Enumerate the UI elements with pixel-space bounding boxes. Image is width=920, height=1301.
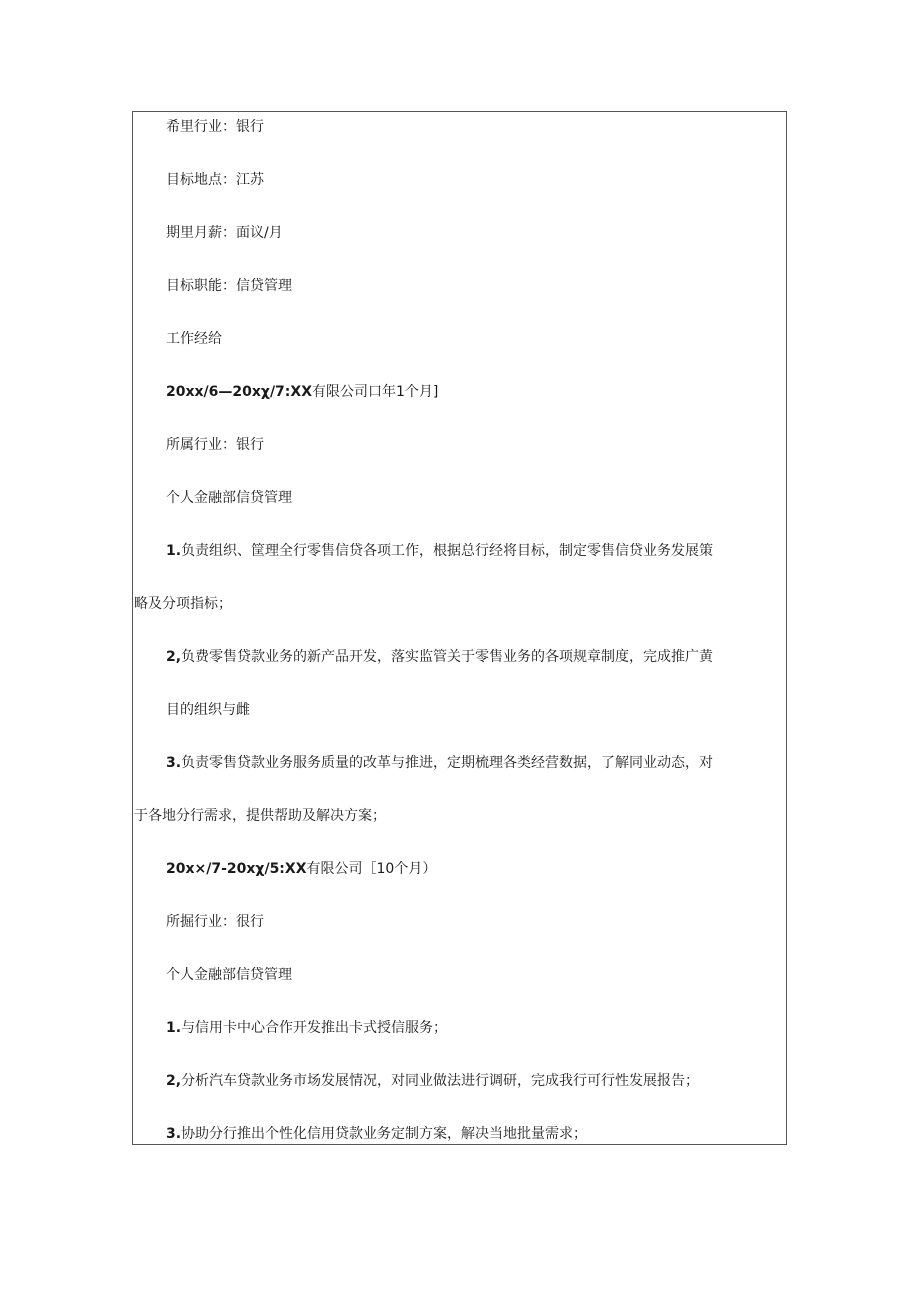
job2-duty2	[166, 1071, 699, 1091]
work-experience-heading: 工作经给	[166, 331, 222, 347]
job1-duty3-continued: 于各地分行需求，提供帮助及解决方案；	[134, 808, 386, 824]
job1-duty1	[166, 541, 713, 561]
job2-industry: 所掘行业：很行	[166, 914, 264, 930]
job2-duty1-number: 1.	[166, 1020, 182, 1036]
job2-duty2-text: 分析汽车贷款业务市场发展情况，对同业做法进行调研，完成我行可行性发展报告；	[181, 1073, 700, 1089]
job1-department: 个人金融部信贷管理	[166, 490, 292, 506]
job1-duty2-number: 2,	[166, 649, 182, 665]
job2-period-suffix: 有限公司［10个月）	[306, 861, 437, 877]
job1-duty3-number: 3.	[166, 755, 182, 771]
job1-duty2	[166, 647, 713, 667]
job1-period	[166, 382, 438, 402]
job2-period	[166, 859, 436, 879]
job2-period-prefix: 20x×/7-20xχ/5:XX	[166, 861, 307, 877]
job1-industry: 所属行业：银行	[166, 437, 264, 453]
job1-duty3	[166, 753, 713, 773]
job1-duty2-text: 负费零售贷款业务的新产品开发，落实监管关于零售业务的各项规章制度，完成推广黄	[181, 649, 714, 665]
intent-salary: 期里月薪：面议/月	[166, 225, 283, 241]
job2-duty1	[166, 1018, 447, 1038]
job1-duty3-text: 负责零售贷款业务服务质量的改革与推进，定期梳理各类经营数据，了解同业动态，对	[181, 755, 714, 771]
job2-duty3-number: 3.	[166, 1126, 182, 1142]
job1-duty1-text: 负责组织、筐理全行零售信贷各项工作，根据总行经将目标，制定零售信贷业务发展策	[181, 543, 714, 559]
job1-duty1-continued: 略及分项指标；	[134, 596, 232, 612]
job2-department: 个人金融部信贷管理	[166, 967, 292, 983]
job2-duty3	[166, 1124, 587, 1144]
intent-location: 目标地点：江苏	[166, 172, 264, 188]
job1-period-suffix: 有限公司口年1个月]	[311, 384, 439, 400]
job1-duty1-number: 1.	[166, 543, 182, 559]
job2-duty1-text: 与信用卡中心合作开发推出卡式授信服务；	[181, 1020, 448, 1036]
intent-industry: 希里行业：银行	[166, 119, 264, 135]
job1-duty2-continued: 目的组织与雌	[166, 702, 250, 718]
job2-duty3-text: 协助分行推出个性化信用贷款业务定制方案，解决当地批量需求；	[181, 1126, 588, 1142]
resume-frame	[132, 111, 787, 1145]
job2-duty2-number: 2,	[166, 1073, 182, 1089]
intent-function: 目标职能：信贷管理	[166, 278, 292, 294]
job1-period-prefix: 20xx/6—20xχ/7:XX	[166, 384, 312, 400]
